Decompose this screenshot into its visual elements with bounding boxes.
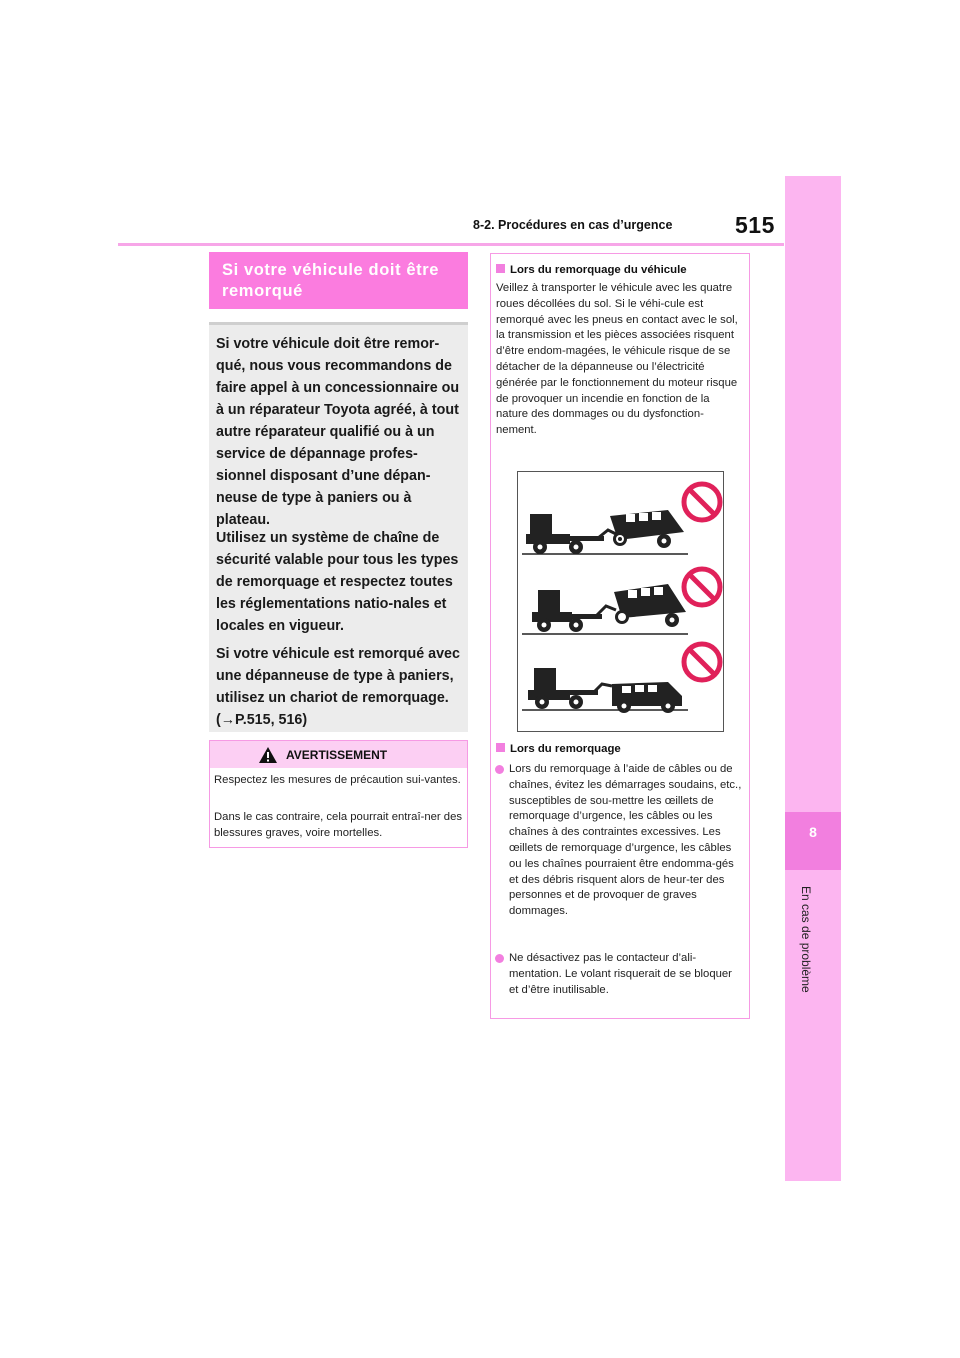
prohibited-sign-2	[684, 569, 720, 605]
section-title: Si votre véhicule doit être remorqué	[222, 261, 440, 300]
bullet-text-2: Ne désactivez pas le contacteur d’ali-mentation. Le volant risquerait de se bloquer et d’être inutilisable.	[509, 952, 732, 996]
subheading-towing-vehicle-text: Lors du remorquage du véhicule	[510, 264, 687, 276]
warning-text-1: Respectez les mesures de précaution sui-vantes.	[214, 774, 461, 786]
chapter-number: 8	[809, 824, 817, 840]
towing-row-1	[522, 510, 688, 554]
subheading-towing-vehicle	[496, 264, 687, 276]
towing-row-3	[522, 668, 688, 713]
header-section-title: 8-2. Procédures en cas d’urgence	[473, 218, 673, 232]
warning-triangle-icon	[258, 746, 278, 764]
page-number: 515	[735, 212, 775, 238]
warning-text-2: Dans le cas contraire, cela pourrait entraî-ner des blessures graves, voire mortelles.	[214, 811, 463, 839]
square-bullet-icon	[496, 743, 505, 752]
towing-row-2	[522, 584, 688, 634]
square-bullet-icon	[496, 264, 505, 273]
subheading-towing-text: Lors du remorquage	[510, 743, 621, 755]
round-bullet-icon	[495, 954, 504, 963]
intro-paragraph-2: Utilisez un système de chaîne de sécurité valable pour tous les types de remorquage et respectez toutes les réglementations natio-nales et locales en vigueur.	[216, 530, 459, 634]
bullet-text-1: Lors du remorquage à l’aide de câbles ou de chaînes, évitez les démarrages soudains, etc., susceptibles de sou-mettre les œillets de remorquage d’urgence, les câbles ou les chaînes à des contraintes excessives. Les œillets de remorquage d’urgence, les câbles ou les chaînes pourraient être endomma-gés et des débris risquent alors de heur-ter des personnes et de provoquer de graves dommages.	[509, 763, 742, 918]
towing-illustration	[517, 471, 724, 732]
intro-paragraph-3: Si votre véhicule est remorqué avec une dépanneuse de type à paniers, utilisez un chariot de remorquage. (→P.515, 516)	[216, 646, 460, 728]
warning-box	[209, 740, 468, 848]
chapter-label: En cas de problème	[799, 886, 813, 993]
warning-header	[210, 741, 467, 768]
prohibited-sign-3	[684, 644, 720, 680]
header-divider	[118, 243, 784, 246]
round-bullet-icon	[495, 765, 504, 774]
prohibited-sign-1	[684, 484, 720, 520]
warning-title: AVERTISSEMENT	[286, 748, 388, 762]
section-heading-box	[209, 252, 468, 309]
subheading-towing	[496, 743, 621, 755]
towing-vehicle-text: Veillez à transporter le véhicule avec les quatre roues décollées du sol. Si le véhi-cule est remorqué avec les pneus en contact avec le sol, la transmission et les pièces associées risquent d’être endom-magées, le véhicule risque de se détacher de la dépanneuse ou l’électricité générée par le fonctionnement du moteur risque de provoquer un incendie en fonction de la nature des dommages ou du dysfonction-nement.	[496, 282, 738, 437]
prohibited-towing-methods-figure	[518, 472, 723, 731]
chapter-side-tab[interactable]	[785, 176, 841, 1181]
towing-precautions-box	[490, 253, 750, 1019]
chapter-number-box	[785, 812, 841, 870]
intro-box	[209, 322, 468, 732]
intro-paragraph-1: Si votre véhicule doit être remor-qué, nous vous recommandons de faire appel à un concessionnaire ou à un réparateur Toyota agréé, à tout autre réparateur qualifié ou à un service de dépannage profes-sionnel disposant d’une dépan-neuse de type à paniers ou à plateau.	[216, 336, 460, 528]
